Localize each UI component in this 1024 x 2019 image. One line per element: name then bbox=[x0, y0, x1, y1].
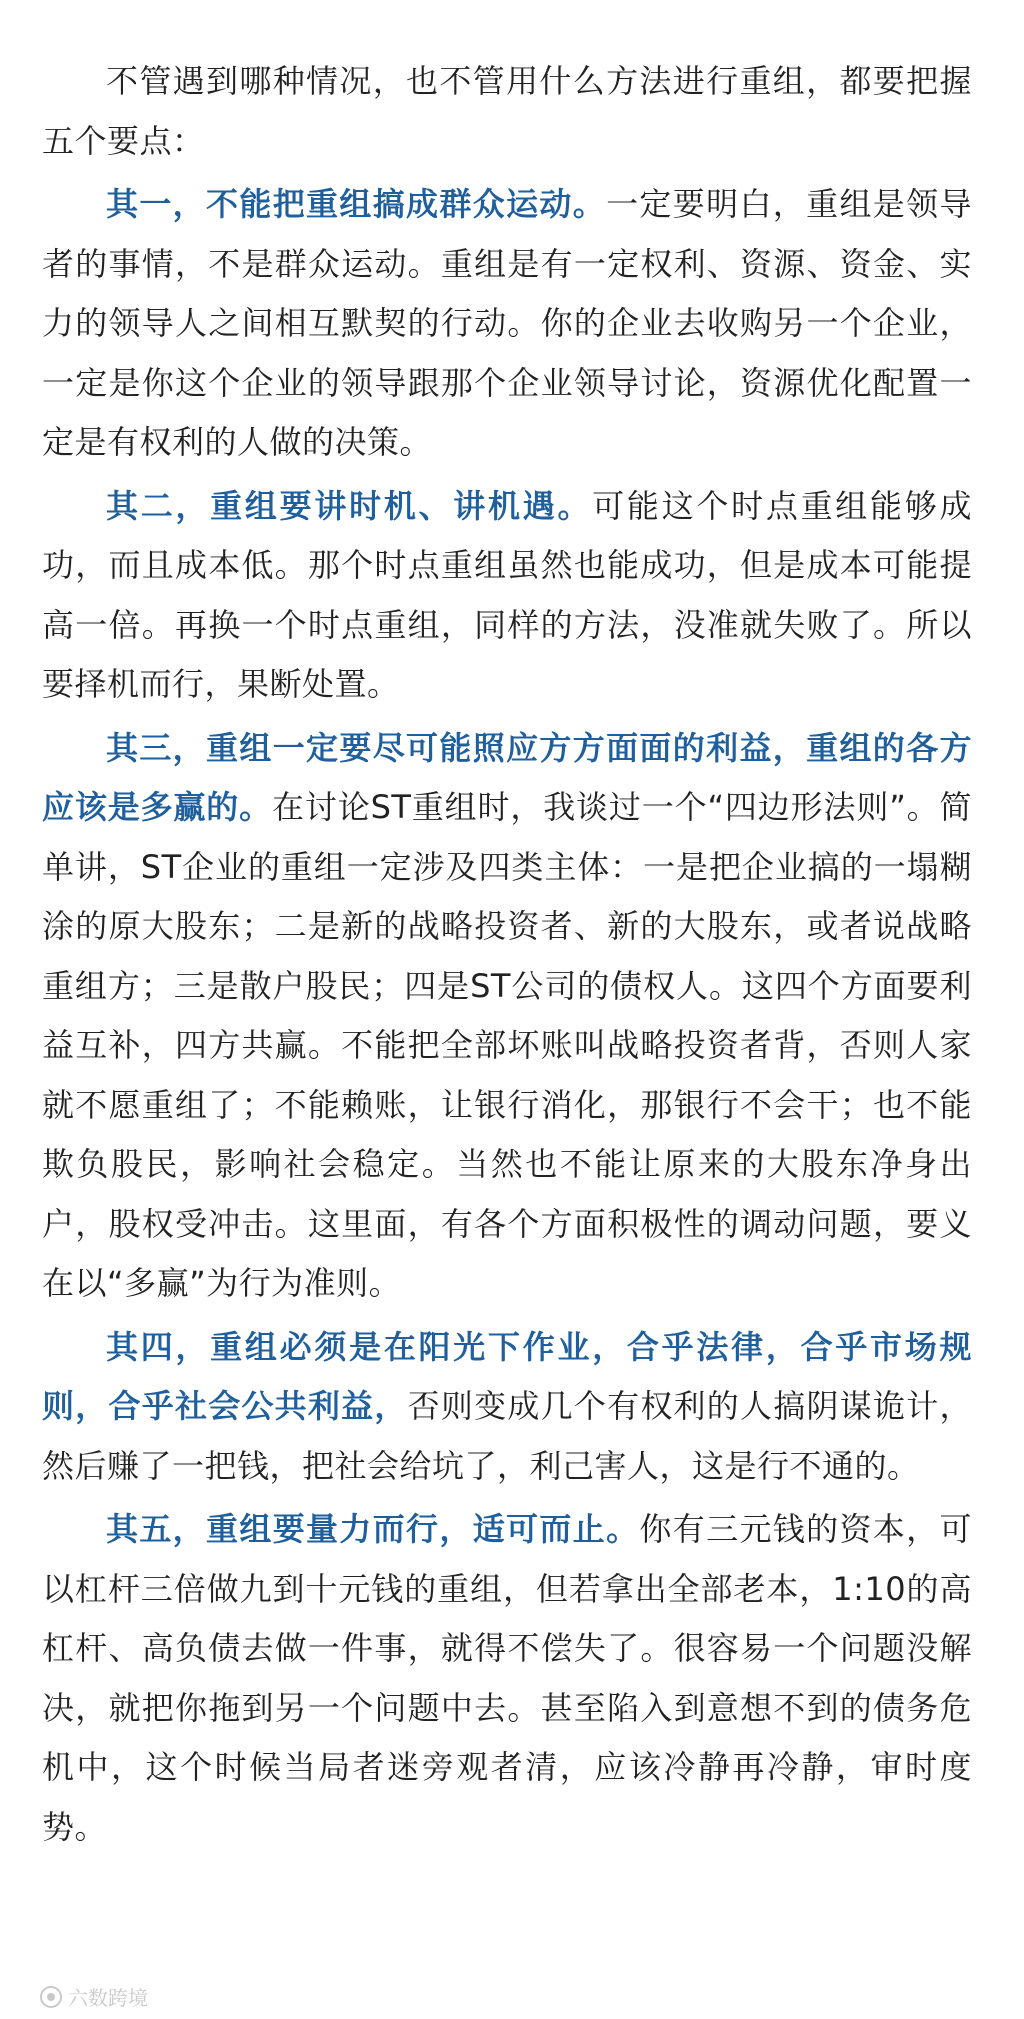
point-3-paragraph bbox=[42, 719, 972, 1314]
intro-paragraph: 不管遇到哪种情况，也不管用什么方法进行重组，都要把握五个要点： bbox=[42, 62, 972, 160]
point-1-paragraph bbox=[42, 175, 972, 473]
point-2-heading: 其二，重组要讲时机、讲机遇。 bbox=[106, 486, 593, 525]
point-1-heading: 其一，不能把重组搞成群众运动。 bbox=[106, 185, 607, 223]
point-2-paragraph bbox=[42, 477, 972, 715]
point-5-body: 你有三元钱的资本，可以杠杆三倍做九到十元钱的重组，但若拿出全部老本，1:10的高杠杆、高负债去做一件事，就得不偿失了。很容易一个问题没解决，就把你拖到另一个问题中去。甚至陷入到意想不到的债务危机中，这个时候当局者迷旁观者清，应该冷静再冷静，审时度势。 bbox=[42, 1510, 972, 1846]
point-5-heading: 其五，重组要量力而行，适可而止。 bbox=[106, 1510, 640, 1548]
point-1-body: 一定要明白，重组是领导者的事情，不是群众运动。重组是有一定权利、资源、资金、实力的领导人之间相互默契的行动。你的企业去收购另一个企业，一定是你这个企业的领导跟那个企业领导讨论，资源优化配置一定是有权利的人做的决策。 bbox=[42, 185, 972, 461]
watermark bbox=[40, 1982, 148, 2011]
point-4-heading: 其四，重组必须是在阳光下作业，合乎法律，合乎市场规则，合乎社会公共利益， bbox=[42, 1327, 972, 1425]
point-5-paragraph bbox=[42, 1500, 972, 1857]
point-2-body: 可能这个时点重组能够成功，而且成本低。那个时点重组虽然也能成功，但是成本可能提高一倍。再换一个时点重组，同样的方法，没准就失败了。所以要择机而行，果断处置。 bbox=[42, 486, 972, 703]
logo-icon bbox=[40, 1986, 62, 2008]
point-3-heading: 其三，重组一定要尽可能照应方方面面的利益，重组的各方应该是多赢的。 bbox=[42, 728, 972, 826]
point-3-body: 在讨论ST重组时，我谈过一个“四边形法则”。简单讲，ST企业的重组一定涉及四类主体：一是把企业搞的一塌糊涂的原大股东；二是新的战略投资者、新的大股东，或者说战略重组方；三是散户股民；四是ST公司的债权人。这四个方面要利益互补，四方共赢。不能把全部坏账叫战略投资者背，否则人家就不愿重组了；不能赖账，让银行消化，那银行不会干；也不能欺负股民，影响社会稳定。当然也不能让原来的大股东净身出户，股权受冲击。这里面，有各个方面积极性的调动问题，要义在以“多赢”为行为准则。 bbox=[42, 788, 972, 1302]
point-4-body: 否则变成几个有权利的人搞阴谋诡计，然后赚了一把钱，把社会给坑了，利己害人，这是行不通的。 bbox=[42, 1387, 972, 1485]
article-body bbox=[42, 52, 972, 1861]
point-4-paragraph bbox=[42, 1318, 972, 1497]
watermark-text: 六数跨境 bbox=[68, 1986, 148, 2010]
